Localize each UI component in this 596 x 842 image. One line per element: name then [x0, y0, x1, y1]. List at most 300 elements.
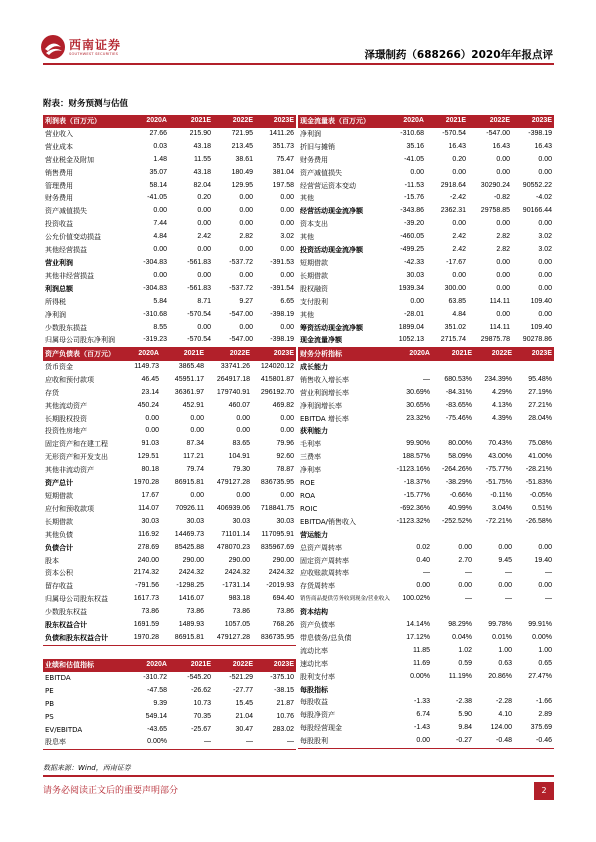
table-header-row [43, 348, 296, 361]
table-cell: 188.57% [402, 453, 430, 461]
table-cell: -547.00 [213, 334, 255, 347]
table-cell: 0.00 [236, 414, 250, 422]
table-header-year: 2023E [514, 348, 554, 361]
table-cell: 2362.31 [440, 207, 466, 215]
table-cell: 1899.04 [398, 323, 424, 331]
company-logo [40, 34, 140, 64]
row-label: 其他负债 [45, 530, 73, 539]
table-cell: 0.00 [452, 220, 466, 228]
table-cell: 6.74 [416, 711, 430, 719]
table-cell: 11.85 [413, 646, 430, 654]
table-row [43, 672, 296, 685]
table-cell: 1.02 [458, 646, 472, 654]
table-cell: 17.12% [406, 633, 430, 641]
table-cell: 1057.05 [224, 621, 250, 629]
table-cell: 0.00 [538, 168, 552, 176]
row-label: 流动比率 [300, 646, 328, 655]
table-cell: 406939.06 [216, 504, 250, 512]
table-cell: 30.47 [235, 725, 253, 733]
table-cell: -51.75% [485, 479, 512, 487]
table-cell: 21.87 [276, 699, 294, 707]
row-label: 销售商品提供劳务收到现金/营业收入 [300, 596, 390, 603]
table-cell: -499.25 [400, 246, 424, 254]
table-cell [432, 684, 474, 697]
table-cell: 79.96 [276, 440, 294, 448]
table-cell: 479127.28 [216, 479, 250, 487]
table-cell: — [423, 569, 430, 577]
row-label: 成长能力 [300, 362, 328, 371]
header-divider [43, 63, 554, 65]
table-cell: 117.21 [183, 453, 204, 461]
table-cell: 0.20 [452, 155, 466, 163]
table-header-year: 2022E [468, 115, 512, 128]
table-header-year: 2021E [169, 115, 213, 128]
row-label: ROA [300, 491, 316, 500]
table-cell: — [169, 736, 213, 749]
table-cell [474, 529, 514, 542]
table-cell [514, 684, 554, 697]
table-cell: -25.67 [191, 725, 211, 733]
table-row [298, 374, 554, 387]
table-cell: 1.48 [153, 155, 167, 163]
table-row [298, 270, 554, 283]
table-row [43, 218, 296, 231]
table-cell: 1617.73 [133, 595, 159, 603]
table-cell: -38.29% [445, 479, 472, 487]
table-cell [474, 425, 514, 438]
table-row [298, 167, 554, 180]
table-row [298, 580, 554, 593]
table-cell: 283.02 [272, 725, 294, 733]
table-cell: -41.05 [404, 155, 424, 163]
row-label: 长期股权投资 [45, 414, 87, 423]
table-cell: 15.45 [235, 699, 253, 707]
table-cell: -398.19 [255, 334, 296, 347]
table-cell: 290.00 [228, 556, 250, 564]
table-row [43, 529, 296, 542]
row-label: 营业收入 [45, 129, 73, 138]
table-cell: -1731.14 [222, 582, 250, 590]
table-cell: 10.76 [276, 712, 294, 720]
table-cell: -18.37% [403, 479, 430, 487]
row-label: 财务费用 [300, 155, 328, 164]
footer-disclaimer: 请务必阅读正文后的重要声明部分 [43, 786, 179, 796]
table-cell: 8.71 [197, 297, 211, 305]
table-cell: 0.00 [153, 207, 167, 215]
table-cell: 11.19% [448, 672, 472, 680]
cashflow-statement-table [298, 115, 554, 348]
table-cell: 0.00 [153, 271, 167, 279]
row-label: EBITDA/销售收入 [300, 517, 356, 526]
table-cell: 718841.75 [260, 504, 294, 512]
table-cell: -1123.16% [396, 466, 430, 474]
table-cell: 0.63 [498, 659, 512, 667]
table-cell: 450.24 [137, 401, 159, 409]
table-cell: 0.00 [145, 427, 159, 435]
table-cell: 0.40 [416, 556, 430, 564]
table-cell: — [465, 569, 472, 577]
table-cell: 0.00 [452, 271, 466, 279]
table-cell: 0.00 [538, 284, 552, 292]
table-cell: 0.00 [498, 543, 512, 551]
table-cell: 27.47% [528, 672, 552, 680]
table-cell: 0.00 [190, 491, 204, 499]
table-cell: — [545, 569, 552, 577]
table-cell [392, 529, 432, 542]
table-cell: 1149.73 [134, 362, 159, 370]
table-cell: 0.00 [236, 491, 250, 499]
table-cell: 1489.93 [178, 621, 204, 629]
table-cell: 0.00 [392, 735, 432, 748]
table-cell: -1.66 [536, 698, 552, 706]
table-cell: 16.43 [534, 142, 552, 150]
table-row [298, 141, 554, 154]
table-cell: 0.00 [280, 220, 294, 228]
table-cell: -391.54 [270, 284, 294, 292]
row-label: 经营活动现金流净额 [300, 207, 363, 216]
table-row [298, 283, 554, 296]
table-cell: 0.00 [280, 207, 294, 215]
row-label: 营业利润 [45, 258, 73, 267]
table-cell: 98.29% [448, 621, 472, 629]
table-cell: -2.42 [450, 194, 466, 202]
table-cell: -304.83 [143, 284, 167, 292]
table-cell: 0.00 [538, 155, 552, 163]
table-cell: 27.66 [149, 129, 167, 137]
financial-ratios-table [298, 348, 554, 749]
table-row [298, 413, 554, 426]
table-cell: 75.47 [276, 155, 294, 163]
table-row [298, 400, 554, 413]
row-label: 其他 [300, 233, 314, 242]
table-row [43, 387, 296, 400]
table-cell: -1.33 [414, 698, 430, 706]
table-cell: — [545, 595, 552, 603]
table-cell: 80.18 [141, 466, 159, 474]
table-cell: 0.00 [452, 168, 466, 176]
table-row [298, 684, 554, 697]
table-header-year: 2022E [206, 348, 252, 361]
table-cell: -692.36% [400, 504, 430, 512]
table-cell: 0.00 [280, 427, 294, 435]
table-cell: -0.05% [529, 491, 552, 499]
table-row [43, 244, 296, 257]
table-header-year: 2020A [131, 659, 169, 672]
table-cell: 264917.18 [216, 375, 250, 383]
table-cell [514, 425, 554, 438]
table-cell: 694.40 [272, 595, 294, 603]
table-row [298, 425, 554, 438]
row-label: 其他非经营损益 [45, 271, 94, 280]
table-cell: -310.72 [143, 673, 167, 681]
table-cell: 0.00 [458, 582, 472, 590]
table-cell: 836735.95 [252, 632, 296, 645]
row-label: 负债合计 [45, 543, 73, 552]
table-cell: 30.65% [406, 401, 430, 409]
row-label: 存货 [45, 388, 59, 397]
row-label: 投资性房地产 [45, 427, 87, 436]
table-cell: 80.00% [448, 440, 472, 448]
table-cell: -537.72 [229, 258, 253, 266]
table-cell: 70926.11 [175, 504, 204, 512]
table-cell: 0.00 [153, 246, 167, 254]
table-cell: -43.65 [147, 725, 167, 733]
table-row [43, 619, 296, 632]
table-row [43, 698, 296, 711]
table-header-year: 2022E [213, 115, 255, 128]
row-label: 营运能力 [300, 530, 328, 539]
table-cell: 78.87 [276, 466, 294, 474]
table-cell: 75.08% [528, 440, 552, 448]
table-cell: 835967.69 [260, 543, 294, 551]
table-cell: 0.00 [239, 323, 253, 331]
table-cell: 0.00 [197, 323, 211, 331]
table-cell: 8.55 [153, 323, 167, 331]
table-cell: 2.70 [458, 556, 472, 564]
table-cell: — [465, 595, 472, 603]
row-label: 资本结构 [300, 608, 328, 617]
table-row [298, 205, 554, 218]
table-header-year: 2021E [426, 115, 468, 128]
table-cell: 0.20 [197, 194, 211, 202]
table-cell: 99.91% [528, 621, 552, 629]
row-label: 固定资产周转率 [300, 556, 349, 565]
table-cell: 70.43% [488, 440, 512, 448]
table-cell: 0.00 [496, 168, 510, 176]
table-cell: -11.53 [404, 181, 424, 189]
table-cell: 6.65 [280, 297, 294, 305]
table-cell: 1970.28 [121, 632, 161, 645]
table-cell: 90552.22 [522, 181, 552, 189]
table-cell: 83.65 [232, 440, 250, 448]
table-cell: 479127.28 [206, 632, 252, 645]
table-cell: 0.59 [458, 659, 472, 667]
row-label: 销售收入增长率 [300, 375, 349, 384]
table-row [298, 542, 554, 555]
table-cell: 43.18 [193, 142, 211, 150]
table-cell: 87.34 [186, 440, 204, 448]
table-cell: 30.03 [141, 517, 159, 525]
table-header-year: 2021E [169, 659, 213, 672]
logo-text-en: SOUTHWEST SECURITIES [69, 52, 119, 56]
row-label: EV/EBITDA [45, 725, 83, 734]
table-cell [392, 361, 432, 374]
table-cell: 17.67 [141, 491, 159, 499]
table-cell: 0.00 [280, 414, 294, 422]
row-label: 毛利率 [300, 440, 321, 449]
table-cell: 680.53% [444, 375, 472, 383]
table-row [43, 192, 296, 205]
row-label: 总资产周转率 [300, 543, 342, 552]
row-label: 股本 [45, 556, 59, 565]
page-header [0, 0, 596, 70]
table-cell: 129.51 [137, 453, 159, 461]
table-header-year: 2020A [121, 348, 161, 361]
row-label: 销售费用 [45, 168, 73, 177]
table-cell: 0.00 [538, 220, 552, 228]
table-row [43, 400, 296, 413]
table-cell: 2424.32 [178, 569, 204, 577]
row-label: 资本支出 [300, 220, 328, 229]
table-cell: 0.01% [492, 633, 512, 641]
row-label: 其他 [300, 310, 314, 319]
row-label: 其他非流动资产 [45, 466, 94, 475]
row-label: 支付股利 [300, 297, 328, 306]
table-cell: 2.82 [496, 246, 510, 254]
table-cell: 5.84 [153, 297, 167, 305]
table-cell: -17.67 [446, 258, 466, 266]
table-cell: 40.99% [448, 504, 472, 512]
table-cell: -398.19 [528, 129, 552, 137]
table-row [43, 477, 296, 490]
table-cell: 90278.86 [512, 334, 554, 347]
table-cell: 129.95 [231, 181, 253, 189]
table-row [43, 334, 296, 347]
table-cell: 43.18 [193, 168, 211, 176]
table-cell: 0.00 [197, 246, 211, 254]
table-row [43, 374, 296, 387]
table-row [43, 309, 296, 322]
table-cell [432, 529, 474, 542]
row-label: 净利润 [300, 129, 321, 138]
table-cell: 179740.91 [216, 388, 250, 396]
table-cell: 0.00 [410, 168, 424, 176]
table-cell [432, 361, 474, 374]
table-cell: 73.86 [276, 608, 294, 616]
table-cell: 478070.23 [216, 543, 250, 551]
table-cell: -252.52% [442, 517, 472, 525]
table-cell: 351.73 [272, 142, 294, 150]
table-cell: 2.42 [197, 233, 211, 241]
table-cell: 0.00 [538, 258, 552, 266]
table-row [43, 413, 296, 426]
table-cell: 16.43 [492, 142, 510, 150]
table-row [43, 736, 296, 749]
table-cell: — [213, 736, 255, 749]
table-cell: 19.40 [534, 556, 552, 564]
table-cell: 300.00 [444, 284, 466, 292]
row-label: PS [45, 712, 54, 721]
table-cell: 79.30 [232, 466, 250, 474]
row-label: ROIC [300, 504, 318, 513]
row-label: 短期借款 [300, 258, 328, 267]
table-cell: 91.03 [141, 440, 159, 448]
table-cell: 0.03 [153, 142, 167, 150]
row-label: EBITDA [45, 673, 71, 682]
table-cell: 240.00 [137, 556, 159, 564]
table-cell: 9.45 [498, 556, 512, 564]
row-label: 折旧与摊销 [300, 142, 335, 151]
row-label: 每股指标 [300, 685, 328, 694]
table-cell: 0.00% [131, 736, 169, 749]
row-label: 营业成本 [45, 142, 73, 151]
table-row [43, 724, 296, 737]
table-cell: 58.09% [448, 453, 472, 461]
table-cell: 9.39 [153, 699, 167, 707]
table-header-year: 2020A [131, 115, 169, 128]
row-label: 三费率 [300, 453, 321, 462]
table-cell: 2.42 [452, 246, 466, 254]
table-header-year: 2023E [255, 115, 296, 128]
table-header-label: 利润表（百万元） [43, 115, 131, 128]
table-cell: 30.03 [406, 271, 424, 279]
table-header-year: 2023E [255, 659, 296, 672]
table-cell: 469.82 [272, 401, 294, 409]
table-cell: 114.11 [489, 297, 510, 305]
table-cell: 43.00% [488, 453, 512, 461]
table-cell: 16.43 [448, 142, 466, 150]
table-cell: -51.83% [525, 479, 552, 487]
table-row [43, 283, 296, 296]
table-cell: 290.00 [182, 556, 204, 564]
table-cell: 0.00 [538, 310, 552, 318]
table-row [298, 334, 554, 347]
table-cell: 3.02 [538, 246, 552, 254]
table-row [298, 645, 554, 658]
page-number: 2 [534, 782, 554, 800]
table-header-year: 2023E [512, 115, 554, 128]
table-cell: 2715.74 [426, 334, 468, 347]
table-cell [432, 425, 474, 438]
table-cell: 4.10 [498, 711, 512, 719]
table-cell: -319.23 [131, 334, 169, 347]
table-cell: 0.51% [532, 504, 552, 512]
table-cell: 381.04 [272, 168, 294, 176]
table-cell: 73.86 [232, 608, 250, 616]
table-cell: 0.00 [496, 310, 510, 318]
table-row [43, 180, 296, 193]
table-header-row [298, 115, 554, 128]
table-cell: 4.39% [492, 414, 512, 422]
table-cell: 0.00 [145, 414, 159, 422]
balance-sheet-table [43, 348, 296, 646]
table-cell: -47.58 [147, 686, 167, 694]
table-row [43, 542, 296, 555]
row-label: 留存收益 [45, 582, 73, 591]
row-label: 股东权益合计 [45, 621, 87, 630]
row-label: 股利支付率 [300, 672, 335, 681]
table-cell: -561.83 [187, 284, 211, 292]
table-cell: — [255, 736, 296, 749]
table-cell: 0.00 [280, 491, 294, 499]
table-cell: -537.72 [229, 284, 253, 292]
appendix-title: 附表：财务预测与估值 [43, 99, 129, 109]
income-statement-table [43, 115, 296, 348]
table-header-label: 现金流量表（百万元） [298, 115, 388, 128]
table-cell [392, 425, 432, 438]
table-cell: 0.00% [410, 672, 430, 680]
table-cell: 116.92 [138, 530, 159, 538]
table-cell: 213.45 [231, 142, 253, 150]
table-cell: 4.29% [492, 388, 512, 396]
table-cell: 7.44 [153, 220, 167, 228]
table-cell: 0.00 [236, 427, 250, 435]
table-cell: 82.04 [193, 181, 211, 189]
row-label: 财务费用 [45, 194, 73, 203]
table-cell [514, 529, 554, 542]
table-cell: 124.00 [490, 724, 512, 732]
table-cell: 92.60 [276, 453, 294, 461]
table-row [298, 490, 554, 503]
table-cell: 983.18 [228, 595, 250, 603]
table-cell: 30.03 [232, 517, 250, 525]
source-note: 数据来源：Wind，西南证券 [43, 764, 131, 772]
table-cell: -42.33 [404, 258, 424, 266]
table-row [298, 632, 554, 645]
table-header-label: 业绩和估值指标 [43, 659, 131, 672]
table-cell: 375.69 [530, 724, 552, 732]
table-cell: -26.62 [191, 686, 211, 694]
